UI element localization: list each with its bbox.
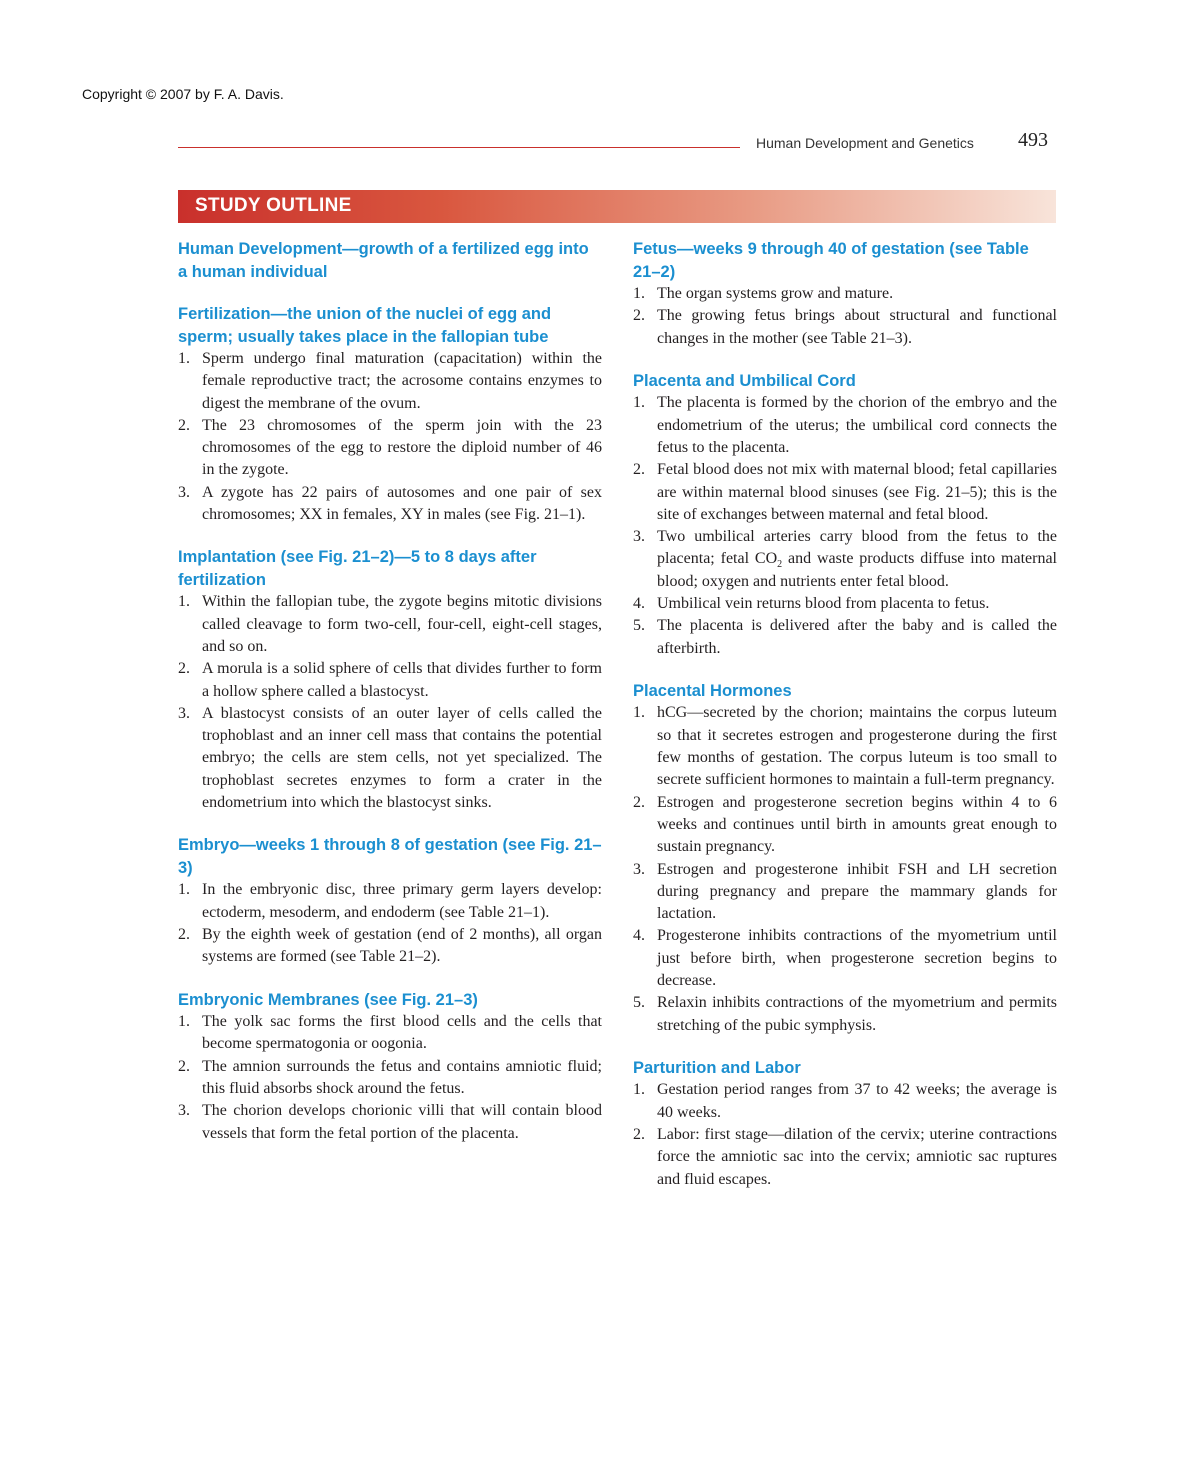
item-text: Sperm undergo final maturation (capacitation) within the female reproductive tract; the acrosome contains enzymes to digest the membrane of the ovum. (202, 350, 602, 412)
item-number: 2. (633, 307, 645, 325)
item-text: Gestation period ranges from 37 to 42 weeks; the average is 40 weeks. (657, 1081, 1057, 1121)
list-item (633, 283, 1057, 305)
item-text: Estrogen and progesterone secretion begins within 4 to 6 weeks and continues until birth in amounts great enough to sustain pregnancy. (657, 793, 1057, 856)
list-item (178, 924, 602, 969)
section-heading: Implantation (see Fig. 21–2)—5 to 8 days after fertilization (178, 548, 537, 589)
outline-list (633, 392, 1057, 660)
right-column (633, 238, 1057, 1211)
list-item (178, 703, 602, 814)
item-number: 4. (633, 927, 645, 945)
list-item (178, 591, 602, 658)
item-text: The placenta is delivered after the baby and is called the afterbirth. (657, 617, 1057, 657)
section-heading: Human Development—growth of a fertilized egg into a human individual (178, 240, 589, 281)
section-heading: Placenta and Umbilical Cord (633, 371, 856, 390)
item-text: Fetal blood does not mix with maternal blood; fetal capillaries are within maternal blood sinuses (see Fig. 21–5); this is the site of exchanges between maternal and fetal blood. (657, 461, 1057, 523)
section-heading: Fetus—weeks 9 through 40 of gestation (see Table 21–2) (633, 240, 1029, 281)
item-text: The placenta is formed by the chorion of the embryo and the endometrium of the uterus; the umbilical cord connects the fetus to the placenta. (657, 394, 1057, 456)
list-item (178, 1056, 602, 1101)
list-item (178, 658, 602, 703)
list-item (633, 305, 1057, 350)
item-number: 2. (178, 660, 190, 678)
item-text: The amnion surrounds the fetus and contains amniotic fluid; this fluid absorbs shock around the fetus. (202, 1057, 602, 1097)
outline-section (178, 834, 602, 968)
item-number: 2. (633, 793, 645, 811)
item-text: Estrogen and progesterone inhibit FSH and LH secretion during pregnancy and prepare the mammary glands for lactation. (657, 860, 1057, 923)
header-rule (178, 147, 740, 148)
outline-section (633, 370, 1057, 660)
item-subscript: 2 (777, 559, 783, 571)
section-heading: Fertilization—the union of the nuclei of egg and sperm; usually takes place in the fallopian tube (178, 305, 552, 346)
outline-list (178, 1011, 602, 1145)
list-item (633, 859, 1057, 926)
outline-list (178, 591, 602, 814)
outline-section (178, 303, 602, 526)
item-number: 3. (178, 704, 190, 722)
item-text: A blastocyst consists of an outer layer of cells called the trophoblast and an inner cell mass that contains the potential embryo; the cells are stem cells, not yet specialized. The trophoblast secretes enzymes to form a crater in the endometrium into which the blastocyst sinks. (202, 704, 602, 812)
list-item (633, 392, 1057, 459)
item-text: Labor: first stage—dilation of the cervix; uterine contractions force the amniotic sac into the cervix; amniotic sac ruptures and fluid escapes. (657, 1126, 1057, 1188)
page-number: 493 (1018, 129, 1048, 151)
list-item (633, 526, 1057, 593)
running-title: Human Development and Genetics (756, 135, 974, 151)
item-number: 3. (633, 860, 645, 878)
list-item (633, 702, 1057, 791)
outline-section (633, 680, 1057, 1037)
item-number: 1. (633, 285, 645, 302)
item-number: 2. (178, 1057, 190, 1075)
item-text: In the embryonic disc, three primary germ layers develop: ectoderm, mesoderm, and endoderm (see Table 21–1). (202, 881, 602, 921)
item-number: 1. (633, 394, 645, 412)
list-item (178, 879, 602, 924)
item-number: 3. (633, 528, 645, 546)
item-text: The yolk sac forms the first blood cells and the cells that become spermatogonia or oogonia. (202, 1013, 602, 1053)
outline-section (633, 1057, 1057, 1191)
outline-list (633, 283, 1057, 350)
outline-section (178, 238, 602, 283)
list-item (178, 482, 602, 527)
item-text: Within the fallopian tube, the zygote begins mitotic divisions called cleavage to form two-cell, four-cell, eight-cell stages, and so on. (202, 593, 602, 655)
item-number: 3. (178, 1102, 190, 1120)
item-number: 1. (178, 881, 190, 899)
item-text: By the eighth week of gestation (end of 2 months), all organ systems are formed (see Table 21–2). (202, 925, 602, 966)
item-number: 3. (178, 483, 190, 501)
section-heading: Parturition and Labor (633, 1058, 801, 1077)
item-number: 5. (633, 617, 645, 635)
list-item (178, 1100, 602, 1145)
item-text: Umbilical vein returns blood from placenta to fetus. (657, 595, 990, 613)
section-heading: Placental Hormones (633, 681, 792, 700)
list-item (633, 792, 1057, 859)
list-item (633, 992, 1057, 1037)
list-item (633, 1079, 1057, 1124)
outline-list (178, 879, 602, 968)
item-text: Two umbilical arteries carry blood from the fetus to the placenta; fetal CO (657, 528, 1057, 568)
copyright-notice: Copyright © 2007 by F. A. Davis. (82, 86, 284, 102)
left-column (178, 238, 602, 1165)
item-number: 1. (178, 350, 190, 367)
list-item (178, 348, 602, 415)
outline-list (633, 1079, 1057, 1190)
list-item (633, 459, 1057, 526)
list-item (178, 415, 602, 482)
item-number: 2. (178, 416, 190, 434)
item-number: 5. (633, 994, 645, 1012)
item-number: 2. (633, 461, 645, 479)
outline-section (178, 989, 602, 1145)
item-text: Progesterone inhibits contractions of the myometrium until just before birth, when progesterone secretion begins to decrease. (657, 927, 1057, 990)
item-number: 1. (633, 1081, 645, 1099)
outline-list (633, 702, 1057, 1036)
item-number: 1. (178, 1013, 190, 1031)
outline-section (178, 546, 602, 814)
item-number: 1. (178, 593, 190, 611)
outline-list (178, 348, 602, 526)
study-outline-banner (178, 190, 1056, 223)
item-text: A morula is a solid sphere of cells that divides further to form a hollow sphere called a blastocyst. (202, 660, 602, 700)
item-text: and waste products diffuse into maternal blood; oxygen and nutrients enter fetal blood. (657, 550, 1057, 590)
item-number: 4. (633, 595, 645, 613)
list-item (633, 1124, 1057, 1191)
banner-title: STUDY OUTLINE (195, 195, 352, 216)
item-text: A zygote has 22 pairs of autosomes and one pair of sex chromosomes; XX in females, XY in males (see Fig. 21–1). (202, 483, 602, 524)
list-item (633, 925, 1057, 992)
item-text: The chorion develops chorionic villi that will contain blood vessels that form the fetal portion of the placenta. (202, 1102, 602, 1142)
item-text: The organ systems grow and mature. (657, 285, 894, 302)
item-text: hCG—secreted by the chorion; maintains the corpus luteum so that it secretes estrogen and progesterone during the first few months of gestation. The corpus luteum is too small to secrete sufficient hormones to maintain a full-term pregnancy. (657, 704, 1057, 789)
list-item (178, 1011, 602, 1056)
section-heading: Embryo—weeks 1 through 8 of gestation (see Fig. 21–3) (178, 836, 602, 877)
item-number: 1. (633, 704, 645, 722)
list-item (633, 615, 1057, 660)
list-item (633, 593, 1057, 615)
item-number: 2. (633, 1126, 645, 1143)
item-text: The growing fetus brings about structural and functional changes in the mother (see Table 21–3). (657, 307, 1057, 347)
item-number: 2. (178, 925, 190, 943)
section-heading: Embryonic Membranes (see Fig. 21–3) (178, 990, 478, 1009)
item-text: The 23 chromosomes of the sperm join with the 23 chromosomes of the egg to restore the diploid number of 46 in the zygote. (202, 416, 602, 479)
outline-section (633, 238, 1057, 350)
item-text: Relaxin inhibits contractions of the myometrium and permits stretching of the pubic symphysis. (657, 994, 1057, 1034)
